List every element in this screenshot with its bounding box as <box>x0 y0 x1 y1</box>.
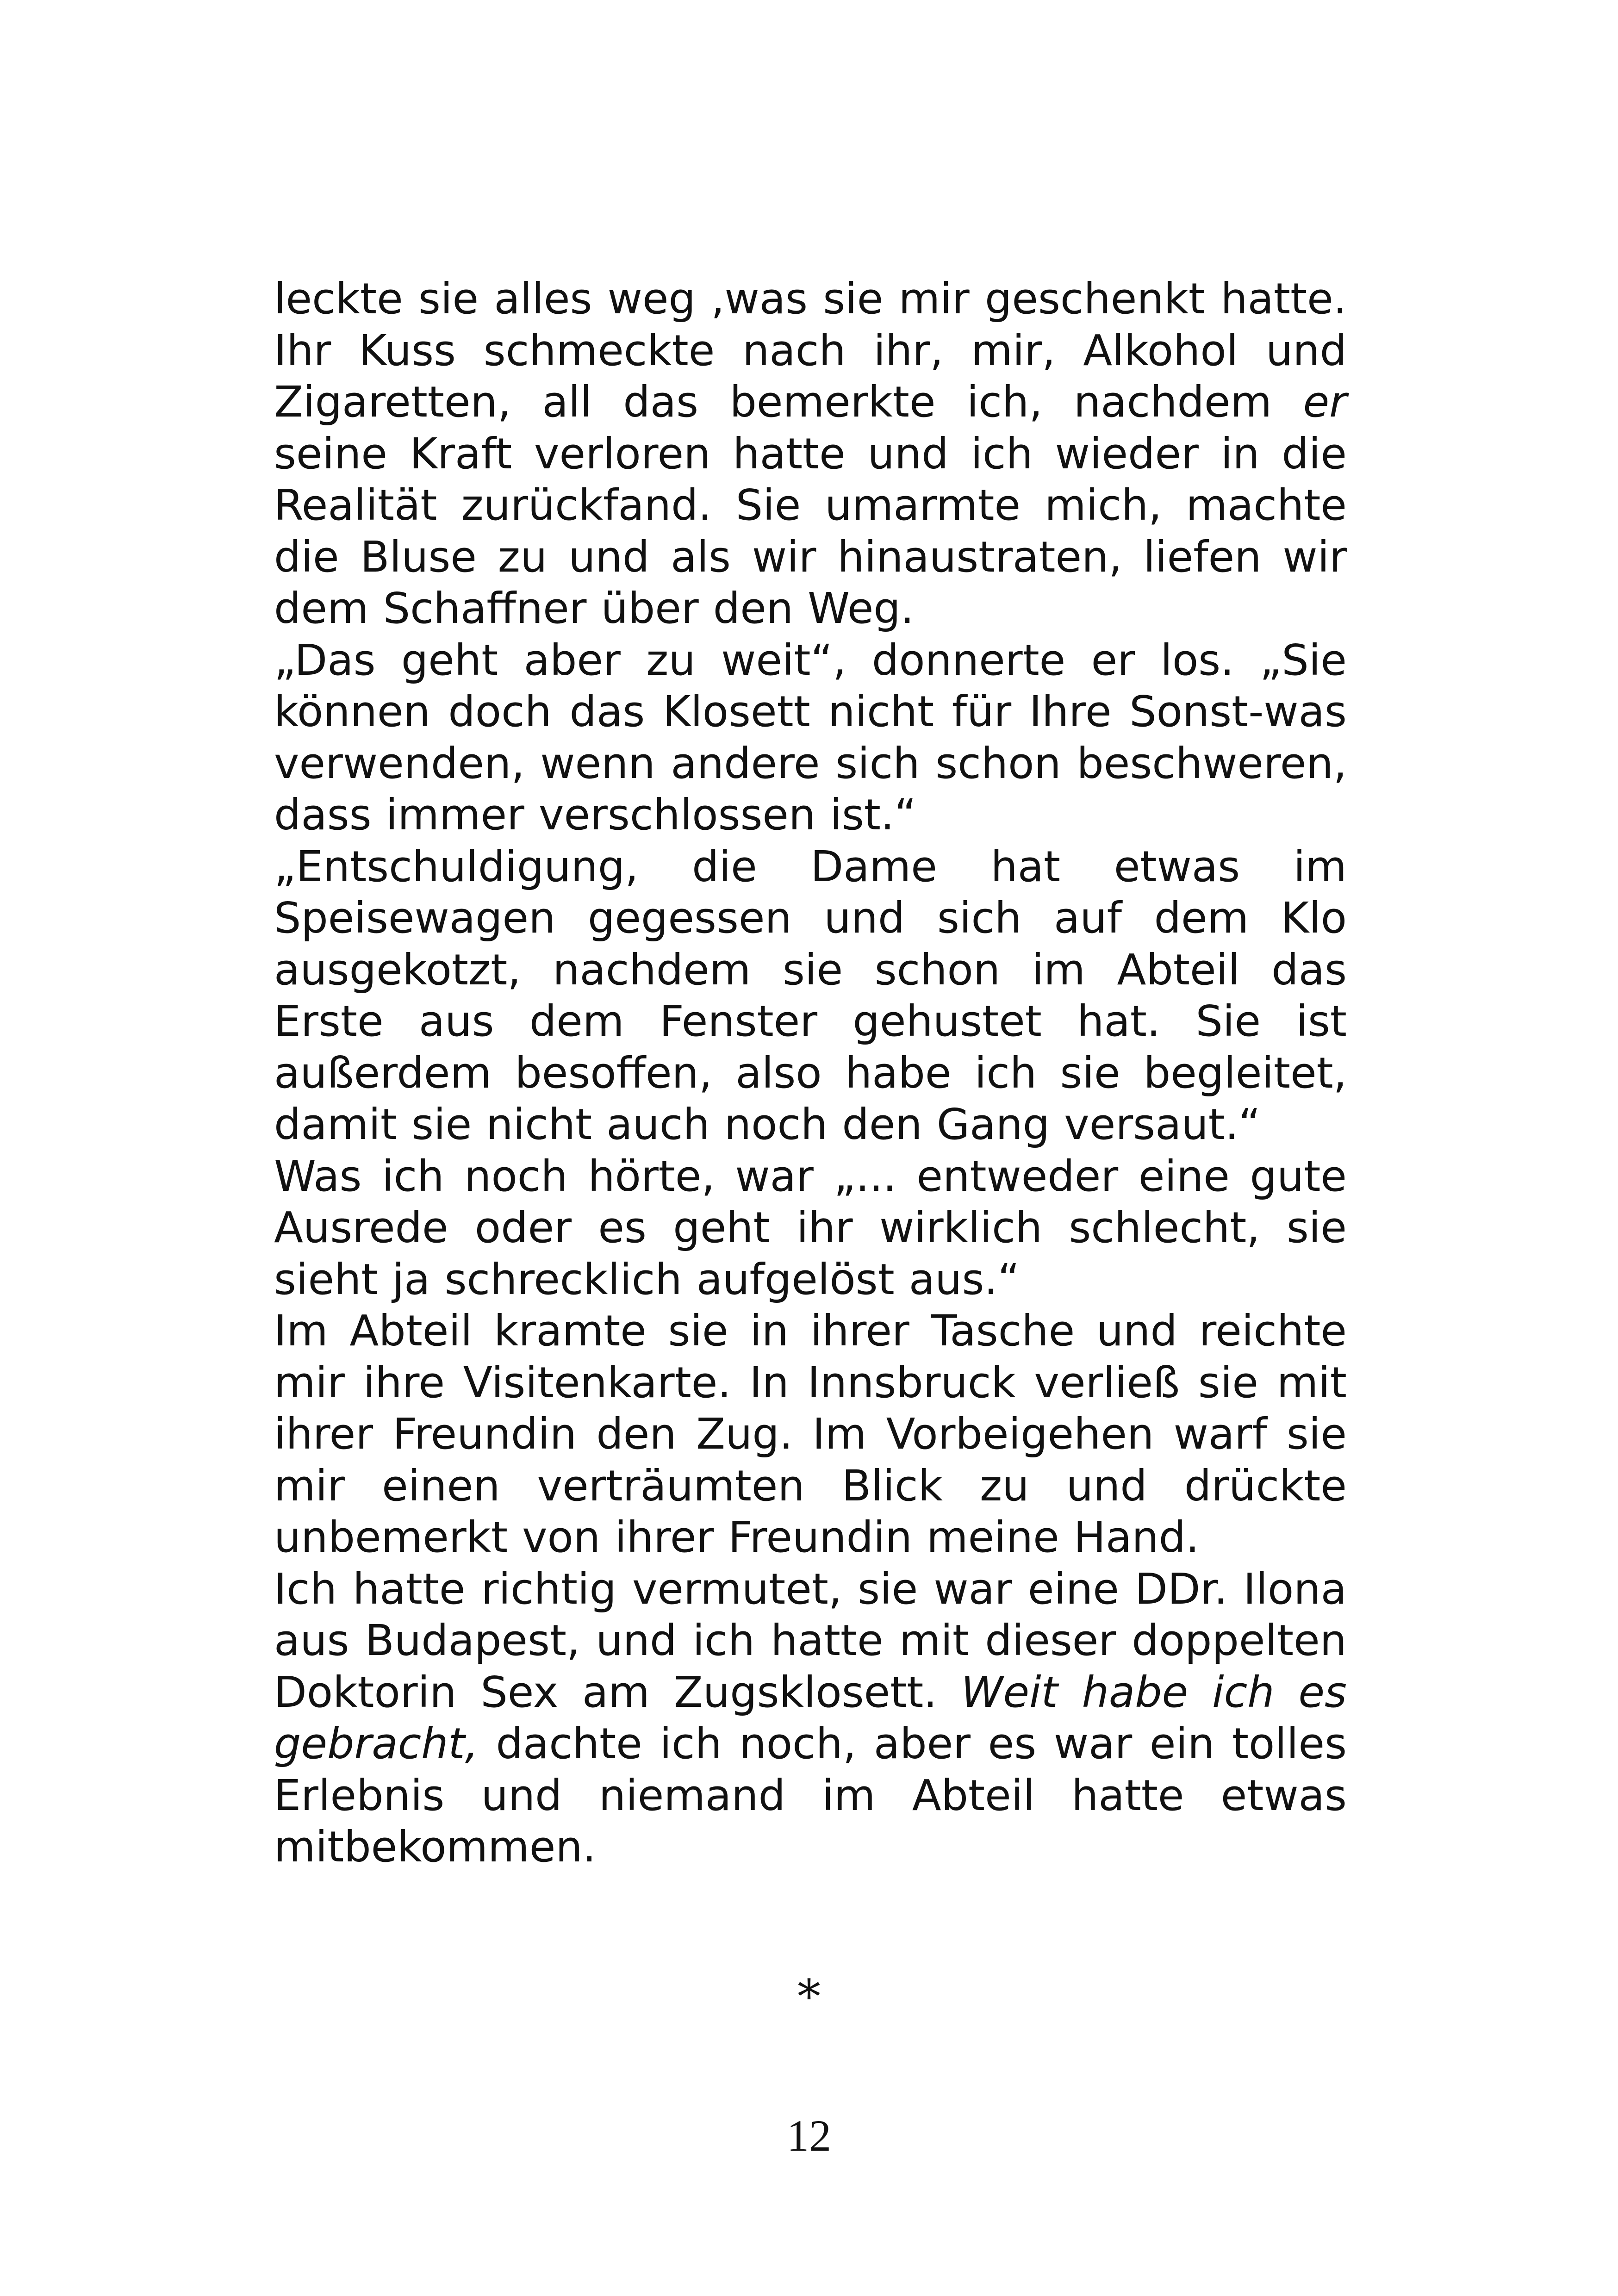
text-segment: „Das geht aber zu weit“, donnerte er los. „Sie können doch das Klosett nicht für Ihre Sonst-was verwenden, wenn andere sich schon beschweren, dass immer verschlossen ist.“ <box>274 635 1347 840</box>
text-segment: Ich hatte richtig vermutet, sie war eine DDr. Ilona aus Budapest, und ich hatte mit dieser doppelten Doktorin Sex am Zugsklosett. <box>274 1564 1347 1717</box>
text-segment: dachte ich noch, aber es war ein tolles Erlebnis und niemand im Abteil hatte etwas mitbekommen. <box>274 1719 1347 1872</box>
text-segment: Was ich noch hörte, war „... entweder eine gute Ausrede oder es geht ihr wirklich schlecht, sie sieht ja schrecklich aufgelöst aus.“ <box>274 1151 1347 1304</box>
paragraph <box>274 1305 1347 1563</box>
body-text <box>274 273 1347 1873</box>
page-number: 12 <box>787 2111 831 2160</box>
paragraph <box>274 1151 1347 1306</box>
section-separator: * <box>797 1970 821 2024</box>
paragraph <box>274 273 1347 635</box>
paragraph <box>274 841 1347 1151</box>
paragraph <box>274 635 1347 841</box>
paragraph <box>274 1563 1347 1873</box>
italic-text-segment: Weit habe ich es gebracht, <box>274 1667 1347 1768</box>
italic-text-segment: er <box>1303 377 1347 427</box>
text-segment: leckte sie alles weg ,was sie mir geschenkt hatte. Ihr Kuss schmeckte nach ihr, mir, Alkohol und Zigaretten, all das bemerkte ich, nachdem <box>274 274 1347 427</box>
text-segment: seine Kraft verloren hatte und ich wieder in die Realität zurückfand. Sie umarmte mich, machte die Bluse zu und als wir hinaustraten, liefen wir dem Schaffner über den Weg. <box>274 429 1347 633</box>
text-segment: Im Abteil kramte sie in ihrer Tasche und reichte mir ihre Visitenkarte. In Innsbruck verließ sie mit ihrer Freundin den Zug. Im Vorbeigehen warf sie mir einen verträumten Blick zu und drückte unbemerkt von ihrer Freundin meine Hand. <box>274 1306 1347 1562</box>
text-segment: „Entschuldigung, die Dame hat etwas im Speisewagen gegessen und sich auf dem Klo ausgekotzt, nachdem sie schon im Abteil das Erste aus dem Fenster gehustet hat. Sie ist außerdem besoffen, also habe ich sie begleitet, damit sie nicht auch noch den Gang versaut.“ <box>274 841 1347 1149</box>
